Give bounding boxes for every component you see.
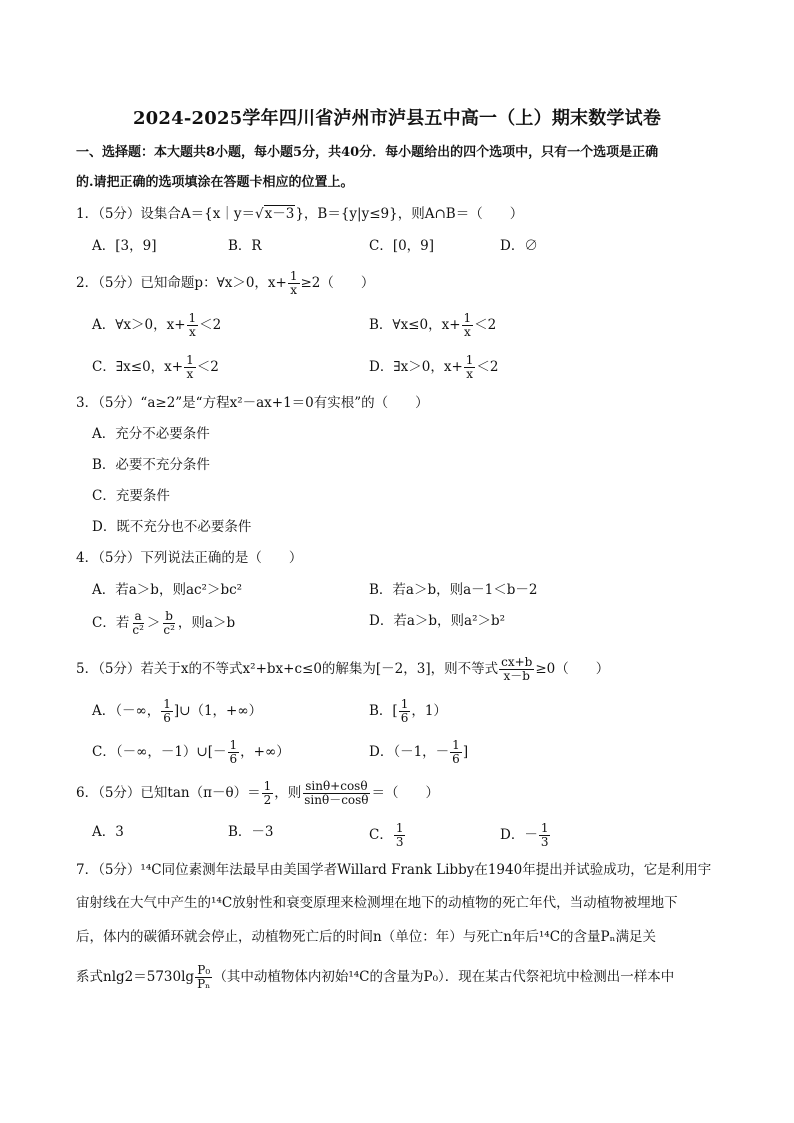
fraction: $\frac{1}{6}$ (229, 738, 238, 766)
q5-option-b: B．[ $\frac{1}{6}$ ，1） (369, 697, 447, 725)
question-1-stem (76, 204, 523, 224)
fraction: $\frac{1}{6}$ (452, 738, 460, 766)
q2-suffix: ≥2（ ） (300, 275, 375, 291)
fraction: $\frac{1}{x}$ (463, 311, 472, 339)
fraction: $\frac{a}{\text{c²}}$ (132, 609, 144, 637)
q6-option-c: C． $\frac{1}{3}$ (369, 821, 404, 849)
fraction: $\frac{b}{\text{c²}}$ (163, 609, 175, 637)
fraction: $\frac{1}{2}$ (263, 779, 272, 807)
section-instructions (76, 138, 726, 198)
fraction: $\frac{1}{x}$ (186, 353, 194, 381)
section-line-1: 一、选择题：本大题共8小题，每小题5分，共40分．每小题给出的四个选项中，只有一个选项是正确 (76, 145, 659, 160)
q2-prefix: 2．（5分）已知命题p：∀x＞0，x+ (76, 275, 287, 291)
fraction: $\frac{\sin\theta+\cos\theta}{\sin\theta-\cos\theta}$ (304, 779, 369, 807)
fraction: $\frac{1}{6}$ (400, 697, 409, 725)
question-4-stem: 4．（5分）下列说法正确的是（ ） (76, 550, 303, 566)
q2-option-b: B．∀x≤0，x+ $\frac{1}{x}$ ＜2 (369, 311, 497, 339)
q3-option-b: B．必要不充分条件 (92, 457, 210, 473)
question-7-line-4: 系式nlg2＝5730lg $\frac{\text{P₀}}{\text{Pₙ}}$ （其中动植物体内初始¹⁴C的含量为P₀）．现在某古代祭祀坑中检测出一样本中 (76, 963, 675, 991)
fraction: $\frac{1}{x}$ (188, 311, 197, 339)
q3-option-c: C．充要条件 (92, 488, 170, 504)
q6-option-d: D．－ $\frac{1}{3}$ (500, 821, 549, 849)
fraction: $\frac{1}{x}$ (465, 353, 474, 381)
q5-option-c: C．（－∞，－1）∪[－ $\frac{1}{6}$ ，+∞） (92, 738, 290, 766)
q3-option-d: D．既不充分也不必要条件 (92, 519, 252, 535)
q1-suffix: }，B＝{y|y≤9}，则A∩B＝（ ） (295, 206, 524, 222)
q1-option-c: C．[0，9] (369, 238, 435, 254)
exam-title: 2024-2025学年四川省泸州市泸县五中高一（上）期末数学试卷 (132, 108, 662, 129)
question-7-line-3: 后，体内的碳循环就会停止，动植物死亡后的时间n（单位：年）与死亡n年后¹⁴C的含量Pₙ满足关 (76, 929, 656, 945)
fraction: $\frac{1}{6}$ (163, 697, 171, 725)
fraction: $\frac{\text{P₀}}{\text{Pₙ}}$ (197, 963, 211, 991)
question-6-stem: 6．（5分）已知tan（π－θ）＝ $\frac{1}{2}$ ，则 $\frac{\sin\theta+\cos\theta}{\sin\theta-\cos\theta}$ ＝（ ） (76, 779, 440, 807)
q6-option-b: B．－3 (228, 824, 274, 840)
q4-option-d: D．若a＞b，则a²＞b² (369, 613, 506, 629)
q1-prefix: 1．（5分）设集合A＝{x｜y＝ (76, 206, 256, 222)
question-7-line-2: 宙射线在大气中产生的¹⁴C放射性和衰变原理来检测埋在地下的动植物的死亡年代，当动植物被埋地下 (76, 895, 678, 911)
question-3-stem: 3．（5分）“a≥2”是“方程x²－ax+1＝0有实根”的（ ） (76, 395, 429, 411)
fraction: $\frac{cx+b}{x-b}$ (501, 655, 533, 683)
q1-option-a: A．[3，9] (92, 238, 157, 254)
question-7-line-1: 7．（5分）¹⁴C同位素测年法最早由美国学者Willard Frank Libby在1940年提出并试验成功，它是利用宇 (76, 862, 712, 878)
q5-option-d: D．（－1，－ $\frac{1}{6}$ ] (369, 738, 469, 766)
q5-option-a: A．（－∞， $\frac{1}{6}$ ]∪（1，+∞） (92, 697, 263, 725)
fraction: $\frac{1}{x}$ (289, 269, 298, 297)
q6-option-a: A．3 (92, 824, 124, 840)
question-2-stem (76, 270, 374, 297)
q2-option-a: A．∀x＞0，x+ $\frac{1}{x}$ ＜2 (92, 311, 222, 339)
q3-option-a: A．充分不必要条件 (92, 426, 210, 442)
question-5-stem: 5．（5分）若关于x的不等式x²+bx+c≤0的解集为[－2，3]，则不等式 $\frac{cx+b}{x-b}$ ≥0（ ） (76, 655, 610, 683)
section-line-2: 的.请把正确的选项填涂在答题卡相应的位置上。 (76, 175, 354, 190)
q4-option-c: C．若 $\frac{a}{\text{c²}}$ ＞ $\frac{b}{\text{c²}}$ ，则a＞b (92, 609, 236, 637)
q2-option-d: D．∃x＞0，x+ $\frac{1}{x}$ ＜2 (369, 353, 499, 381)
q1-option-b: B．R (228, 238, 262, 254)
q2-option-c: C．∃x≤0，x+ $\frac{1}{x}$ ＜2 (92, 353, 219, 381)
q1-option-d: D．∅ (500, 238, 538, 254)
fraction: $\frac{1}{3}$ (395, 821, 404, 849)
fraction: $\frac{1}{3}$ (540, 821, 549, 849)
q4-option-a: A．若a＞b，则ac²＞bc² (92, 582, 243, 598)
q1-radicand: x－3 (264, 206, 295, 222)
q4-option-b: B．若a＞b，则a－1＜b－2 (369, 582, 538, 598)
sqrt-symbol: √ (255, 206, 264, 222)
